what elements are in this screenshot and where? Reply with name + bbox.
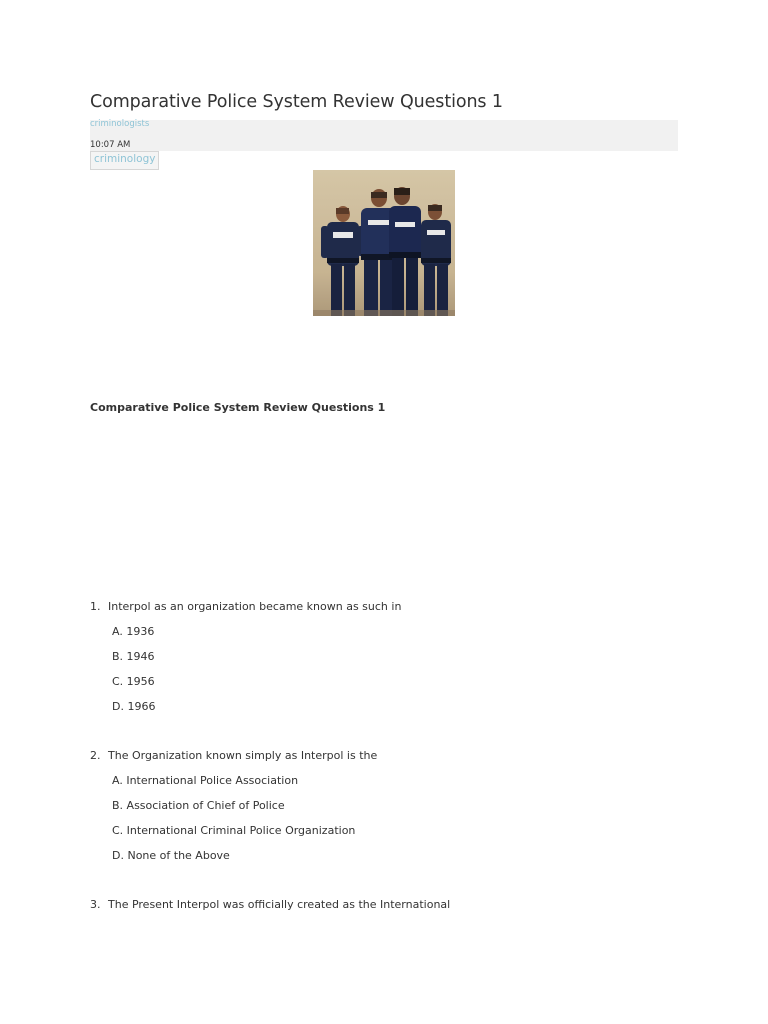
question-1-option-c: C. 1956 [112, 675, 155, 688]
question-1 [90, 600, 401, 613]
question-1-text: Interpol as an organization became known as such in [108, 600, 402, 613]
post-meta-bar [90, 120, 678, 151]
question-3 [90, 898, 450, 911]
question-1-option-b: B. 1946 [112, 650, 155, 663]
question-2-number: 2. [90, 749, 101, 762]
question-2 [90, 749, 377, 762]
question-1-option-a: A. 1936 [112, 625, 155, 638]
category-tag-label: criminology [94, 153, 156, 165]
question-2-text: The Organization known simply as Interpol is the [108, 749, 378, 762]
post-time: 10:07 AM [90, 140, 131, 150]
police-officers-photo [313, 170, 455, 316]
question-1-number: 1. [90, 600, 101, 613]
question-1-option-d: D. 1966 [112, 700, 156, 713]
author-link[interactable]: criminologists [90, 119, 150, 129]
category-tag[interactable] [90, 151, 159, 170]
question-3-text: The Present Interpol was officially created as the International [108, 898, 451, 911]
question-2-option-a: A. International Police Association [112, 774, 299, 787]
question-2-option-b: B. Association of Chief of Police [112, 799, 285, 812]
question-2-option-c: C. International Criminal Police Organization [112, 824, 356, 837]
question-3-number: 3. [90, 898, 101, 911]
page-title: Comparative Police System Review Questions 1 [90, 92, 503, 112]
question-2-option-d: D. None of the Above [112, 849, 230, 862]
content-heading: Comparative Police System Review Questions 1 [90, 401, 386, 414]
